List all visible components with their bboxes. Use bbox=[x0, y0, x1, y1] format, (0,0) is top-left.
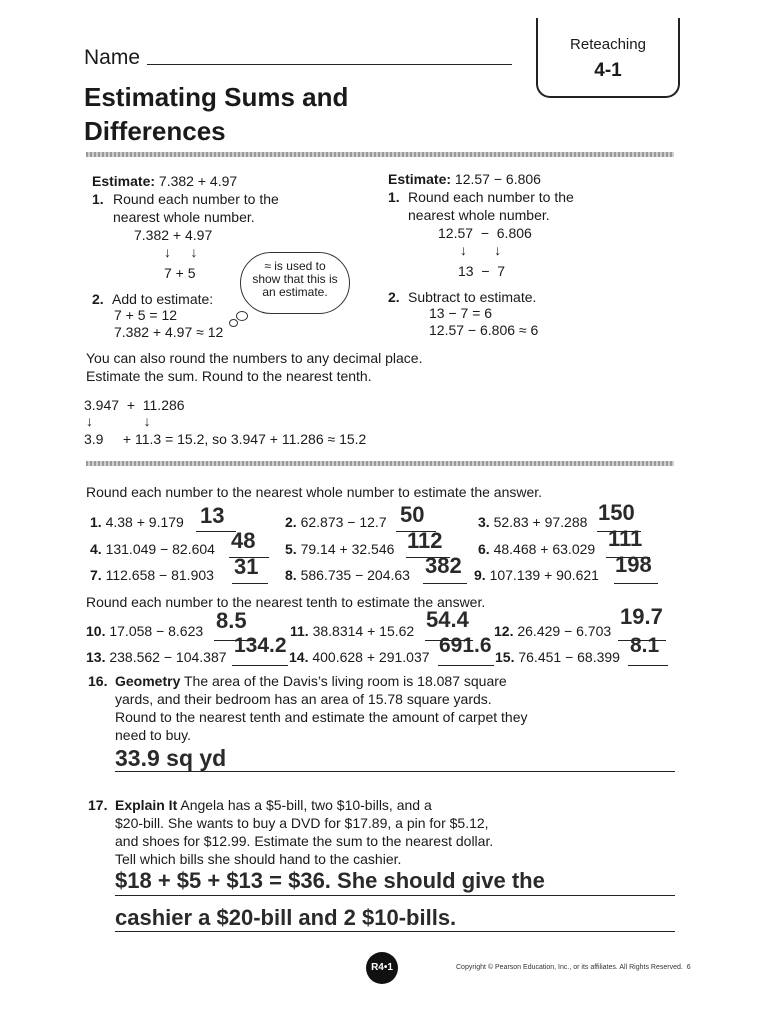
reteaching-label: Reteaching bbox=[570, 36, 646, 53]
problem-3 bbox=[478, 513, 587, 531]
problem-11 bbox=[290, 622, 414, 640]
divider-band-top bbox=[86, 152, 674, 157]
problem-16-line1 bbox=[115, 672, 507, 690]
right-step1-num: 1. bbox=[388, 189, 400, 205]
title-line-1: Estimating Sums and bbox=[84, 82, 349, 112]
name-line bbox=[147, 64, 512, 65]
decimal-note-line2: Estimate the sum. Round to the nearest tenth. bbox=[86, 368, 372, 384]
answer-12: 19.7 bbox=[620, 604, 663, 629]
left-step2-num: 2. bbox=[92, 291, 104, 307]
problem-expr: 48.468 + 63.029 bbox=[493, 541, 596, 557]
right-calc1: 13 − 7 = 6 bbox=[429, 305, 493, 321]
problem-16-line3: Round to the nearest tenth and estimate the amount of carpet they bbox=[115, 709, 528, 725]
problem-6 bbox=[478, 540, 595, 558]
answer-line-17a bbox=[115, 895, 675, 896]
left-step2-text: Add to estimate: bbox=[112, 291, 214, 307]
right-step1-line1: Round each number to the bbox=[408, 189, 574, 205]
left-rounded: 7 + 5 bbox=[164, 265, 196, 281]
problem-number: 12. bbox=[494, 623, 514, 639]
decimal-expr: 3.947 + 11.286 bbox=[84, 397, 185, 413]
problem-17-label: Explain It bbox=[115, 797, 178, 813]
problem-14 bbox=[289, 648, 430, 666]
answer-13: 134.2 bbox=[234, 634, 287, 657]
problem-13 bbox=[86, 648, 227, 666]
problem-2 bbox=[285, 513, 387, 531]
problem-number: 5. bbox=[285, 541, 297, 557]
answer-line bbox=[438, 665, 494, 666]
problem-16-answer: 33.9 sq yd bbox=[115, 745, 227, 771]
problem-expr: 131.049 − 82.604 bbox=[105, 541, 215, 557]
bubble-dot-large bbox=[236, 311, 248, 321]
left-down-arrows: ↓ ↓ bbox=[164, 244, 198, 260]
lesson-number: 4-1 bbox=[594, 60, 622, 81]
divider-band-middle bbox=[86, 461, 674, 466]
problem-number: 13. bbox=[86, 649, 106, 665]
problem-expr: 107.139 + 90.621 bbox=[489, 567, 599, 583]
problem-5 bbox=[285, 540, 394, 558]
problem-expr: 4.38 + 9.179 bbox=[105, 514, 184, 530]
left-estimate-expr: 7.382 + 4.97 bbox=[158, 173, 238, 189]
left-expr: 7.382 + 4.97 bbox=[134, 227, 213, 243]
right-expr: 12.57 − 6.806 bbox=[438, 225, 532, 241]
left-step1-line1: Round each number to the bbox=[113, 191, 279, 207]
problem-16-number: 16. bbox=[88, 673, 108, 689]
problem-expr: 38.8314 + 15.62 bbox=[312, 623, 415, 639]
problem-number: 2. bbox=[285, 514, 297, 530]
answer-line bbox=[232, 583, 268, 584]
title-line-2: Differences bbox=[84, 116, 226, 146]
problem-number: 9. bbox=[474, 567, 486, 583]
problem-16-line4: need to buy. bbox=[115, 727, 192, 743]
problem-expr: 76.451 − 68.399 bbox=[518, 649, 620, 665]
right-step1-line2: nearest whole number. bbox=[408, 207, 550, 223]
problem-number: 14. bbox=[289, 649, 309, 665]
problem-16-line2: yards, and their bedroom has an area of 15.78 square yards. bbox=[115, 691, 492, 707]
problem-expr: 52.83 + 97.288 bbox=[493, 514, 588, 530]
right-down-arrows: ↓ ↓ bbox=[460, 242, 502, 258]
problem-number: 10. bbox=[86, 623, 106, 639]
problem-8 bbox=[285, 566, 410, 584]
problem-number: 15. bbox=[495, 649, 515, 665]
answer-3: 150 bbox=[598, 500, 635, 525]
problem-7 bbox=[90, 566, 214, 584]
problem-17-line1 bbox=[115, 796, 432, 814]
right-calc2: 12.57 − 6.806 ≈ 6 bbox=[429, 322, 539, 338]
problem-number: 6. bbox=[478, 541, 490, 557]
problem-expr: 238.562 − 104.387 bbox=[109, 649, 227, 665]
problem-9 bbox=[474, 566, 599, 584]
answer-15: 8.1 bbox=[630, 634, 660, 657]
answer-11: 54.4 bbox=[426, 607, 469, 632]
name-label: Name bbox=[84, 46, 141, 69]
page-code-badge: R4•1 bbox=[366, 952, 398, 984]
problem-17-line3: and shoes for $12.99. Estimate the sum to the nearest dollar. bbox=[115, 833, 494, 849]
thought-bubble bbox=[240, 252, 350, 314]
left-calc2: 7.382 + 4.97 ≈ 12 bbox=[114, 324, 224, 340]
bubble-line-2: show that this is bbox=[252, 272, 338, 286]
answer-6: 111 bbox=[608, 526, 643, 551]
answer-4: 48 bbox=[231, 528, 256, 553]
decimal-result: 3.9 + 11.3 = 15.2, so 3.947 + 11.286 ≈ 15.2 bbox=[84, 431, 367, 447]
answer-7: 31 bbox=[234, 554, 259, 579]
problem-number: 8. bbox=[285, 567, 297, 583]
problem-17-text1: Angela has a $5-bill, two $10-bills, and a bbox=[180, 797, 432, 813]
right-estimate-heading bbox=[388, 170, 541, 188]
reteaching-tab bbox=[536, 18, 680, 98]
problem-16-text1: The area of the Davis’s living room is 18.087 square bbox=[184, 673, 507, 689]
left-calc1: 7 + 5 = 12 bbox=[114, 307, 178, 323]
answer-line bbox=[196, 531, 236, 532]
problem-number: 11. bbox=[290, 623, 309, 639]
bubble-dot-small bbox=[229, 319, 238, 327]
right-step2-num: 2. bbox=[388, 289, 400, 305]
answer-line bbox=[628, 665, 668, 666]
left-estimate-label: Estimate: bbox=[92, 173, 156, 189]
problem-17-line4: Tell which bills she should hand to the cashier. bbox=[115, 851, 402, 867]
right-estimate-expr: 12.57 − 6.806 bbox=[454, 171, 541, 187]
decimal-arrows: ↓ ↓ bbox=[86, 413, 151, 429]
problem-number: 3. bbox=[478, 514, 490, 530]
left-step1-num: 1. bbox=[92, 191, 104, 207]
problem-expr: 17.058 − 8.623 bbox=[109, 623, 204, 639]
problem-expr: 26.429 − 6.703 bbox=[517, 623, 612, 639]
problem-16-label: Geometry bbox=[115, 673, 181, 689]
answer-8: 382 bbox=[425, 553, 462, 578]
bubble-line-3: an estimate. bbox=[262, 285, 328, 299]
answer-9: 198 bbox=[615, 552, 652, 577]
problem-1 bbox=[90, 513, 184, 531]
problem-expr: 112.658 − 81.903 bbox=[105, 567, 214, 583]
problem-number: 7. bbox=[90, 567, 102, 583]
left-estimate-heading bbox=[92, 172, 237, 190]
answer-2: 50 bbox=[400, 502, 425, 527]
answer-line-16 bbox=[115, 771, 675, 772]
problem-expr: 62.873 − 12.7 bbox=[300, 514, 387, 530]
right-rounded: 13 − 7 bbox=[458, 263, 506, 279]
whole-instruction: Round each number to the nearest whole number to estimate the answer. bbox=[86, 484, 543, 500]
problem-expr: 79.14 + 32.546 bbox=[300, 541, 395, 557]
problem-10 bbox=[86, 622, 203, 640]
bubble-line-1: ≈ is used to bbox=[264, 259, 326, 273]
problem-12 bbox=[494, 622, 611, 640]
right-estimate-label: Estimate: bbox=[388, 171, 452, 187]
answer-1: 13 bbox=[200, 503, 225, 528]
answer-14: 691.6 bbox=[439, 634, 492, 657]
answer-line bbox=[614, 583, 658, 584]
answer-line bbox=[232, 665, 288, 666]
answer-line bbox=[423, 583, 467, 584]
problem-4 bbox=[90, 540, 215, 558]
tenth-instruction: Round each number to the nearest tenth to estimate the answer. bbox=[86, 594, 486, 610]
problem-17-number: 17. bbox=[88, 797, 108, 813]
page-title bbox=[84, 80, 444, 148]
problem-number: 4. bbox=[90, 541, 102, 557]
problem-17-answer-line2: cashier a $20-bill and 2 $10-bills. bbox=[115, 905, 457, 930]
copyright-notice: Copyright © Pearson Education, Inc., or its affiliates. All Rights Reserved. 6 bbox=[456, 964, 691, 971]
answer-5: 112 bbox=[407, 528, 443, 553]
decimal-note-line1: You can also round the numbers to any decimal place. bbox=[86, 350, 423, 366]
problem-17-line2: $20-bill. She wants to buy a DVD for $17.89, a pin for $5.12, bbox=[115, 815, 489, 831]
problem-15 bbox=[495, 648, 620, 666]
problem-number: 1. bbox=[90, 514, 102, 530]
problem-17-answer-line1: $18 + $5 + $13 = $36. She should give the bbox=[115, 868, 545, 893]
answer-line-17b bbox=[115, 931, 675, 932]
left-step1-line2: nearest whole number. bbox=[113, 209, 255, 225]
answer-10: 8.5 bbox=[216, 608, 247, 633]
right-step2-text: Subtract to estimate. bbox=[408, 289, 537, 305]
problem-expr: 586.735 − 204.63 bbox=[300, 567, 410, 583]
problem-expr: 400.628 + 291.037 bbox=[312, 649, 430, 665]
